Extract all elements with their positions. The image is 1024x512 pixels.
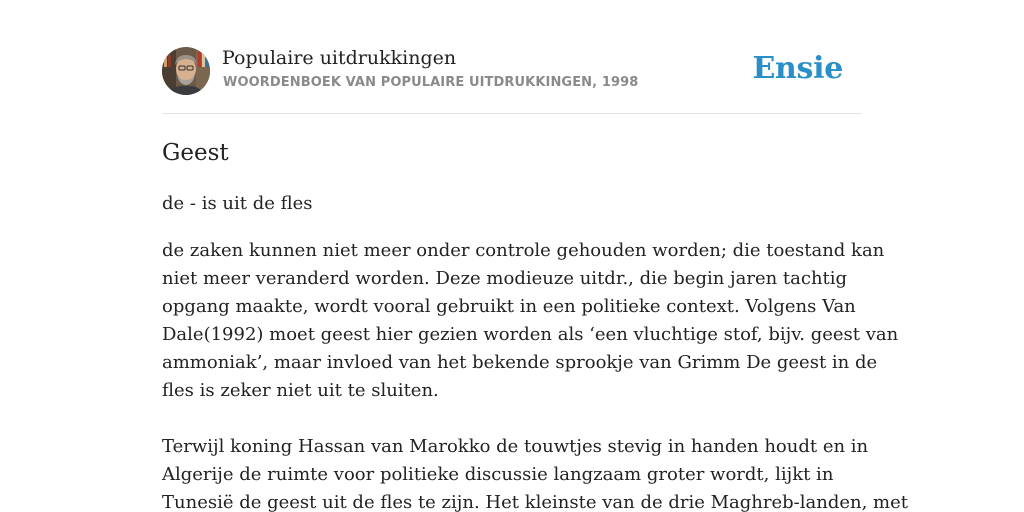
text-line: ammoniak’, maar invloed van het bekende sprookje van Grimm De geest in de [162,352,878,373]
author-avatar[interactable] [162,47,210,95]
text-line: Algerije de ruimte voor politieke discussie langzaam groter wordt, lijkt in [162,464,834,485]
entry-body [162,237,908,512]
entry-subtitle: de - is uit de fles [162,193,313,214]
text-line: fles is zeker niet uit te sluiten. [162,380,439,401]
source-subtitle: WOORDENBOEK VAN POPULAIRE UITDRUKKINGEN, 1998 [223,75,639,90]
source-header [162,0,862,114]
definition-paragraph [162,237,899,405]
example-paragraph [162,433,908,512]
text-line: de zaken kunnen niet meer onder controle gehouden worden; die toestand kan [162,240,885,261]
ensie-logo-link[interactable]: Ensie [752,51,843,86]
source-title[interactable]: Populaire uitdrukkingen [222,47,457,69]
text-line: niet meer veranderd worden. Deze modieuze uitdr., die begin jaren tachtig [162,268,848,289]
entry-title: Geest [162,140,229,166]
author-portrait-icon [162,47,210,95]
content-column [162,0,908,512]
text-line: Terwijl koning Hassan van Marokko de touwtjes stevig in handen houdt en in [162,436,869,457]
text-line: opgang maakte, wordt vooral gebruikt in een politieke context. Volgens Van [162,296,856,317]
text-line: Dale(1992) moet geest hier gezien worden als ‘een vluchtige stof, bijv. geest van [162,324,899,345]
text-line: Tunesië de geest uit de fles te zijn. Het kleinste van de drie Maghreb-landen, met [162,492,908,512]
